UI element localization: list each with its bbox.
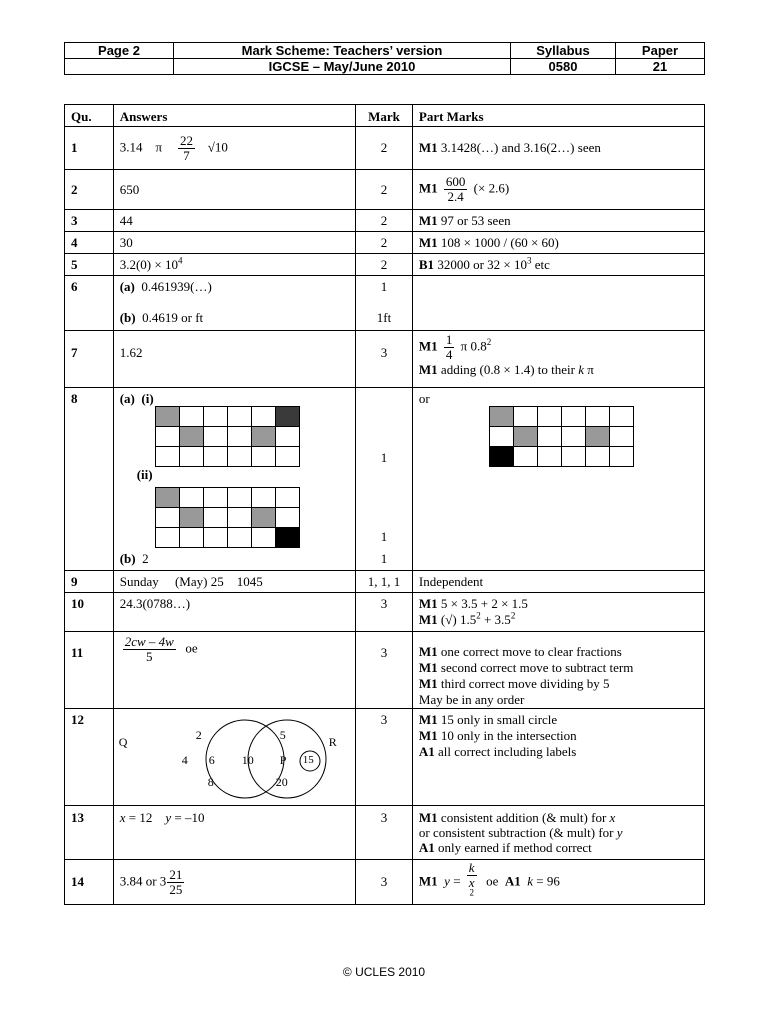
question-number: 4 xyxy=(65,232,114,254)
grid-cell-shaded xyxy=(251,426,276,447)
part-text: third correct move dividing by 5 xyxy=(440,676,610,691)
table-row xyxy=(65,210,705,232)
answer xyxy=(113,276,355,331)
part-label: (a) xyxy=(119,391,135,406)
grid-cell xyxy=(203,406,228,427)
table-header-row xyxy=(65,105,705,127)
denominator: 25 xyxy=(169,881,183,897)
exponent: 2 xyxy=(486,337,492,348)
part-label: (b) xyxy=(119,310,136,325)
answer xyxy=(113,127,355,170)
denominator: 5 xyxy=(146,649,153,664)
part-text: 15 only in small circle xyxy=(440,712,558,727)
table-row xyxy=(65,860,705,905)
answer: 30 xyxy=(113,232,355,254)
answer xyxy=(113,571,355,593)
grid-cell xyxy=(155,426,180,447)
question-number: 10 xyxy=(65,593,114,632)
answer xyxy=(113,806,355,860)
part-marks xyxy=(412,593,704,632)
answer: 650 xyxy=(113,170,355,210)
table-row xyxy=(65,232,705,254)
part-label: (ii) xyxy=(136,467,153,482)
mark-code: M1 xyxy=(418,213,438,228)
grid-answer-ii xyxy=(156,488,300,548)
mark-value: 1 xyxy=(380,551,388,566)
part-text: 97 or 53 seen xyxy=(440,213,511,228)
mark-code: M1 xyxy=(418,644,438,659)
part-label: (b) xyxy=(119,551,136,566)
part-marks xyxy=(412,806,704,860)
part-text: = 96 xyxy=(533,872,560,888)
grid-cell-shaded xyxy=(275,527,300,548)
question-number: 12 xyxy=(65,709,114,806)
venn-label-p: P xyxy=(279,753,287,767)
mark-value: 1 xyxy=(380,450,388,465)
question-number: 13 xyxy=(65,806,114,860)
mark-code: B1 xyxy=(418,257,435,272)
fraction xyxy=(167,868,184,897)
grid-cell xyxy=(561,406,586,427)
variable: k xyxy=(527,872,534,888)
part-marks xyxy=(412,709,704,806)
part-text: 32000 or 32 × 10 xyxy=(437,257,527,272)
question-number: 2 xyxy=(65,170,114,210)
answer: 44 xyxy=(113,210,355,232)
grid-cell-shaded xyxy=(275,406,300,427)
answer xyxy=(113,709,355,806)
question-number: 5 xyxy=(65,254,114,276)
part-text: π xyxy=(587,362,594,377)
grid-cell xyxy=(275,507,300,528)
mark: 3 xyxy=(356,331,413,388)
mark-code: A1 xyxy=(504,872,521,888)
part-text: all correct including labels xyxy=(438,744,577,759)
mark-code: M1 xyxy=(418,660,438,675)
question-number: 6 xyxy=(65,276,114,331)
grid-answer-i xyxy=(156,407,300,467)
grid-cell xyxy=(179,406,204,427)
numerator: 600 xyxy=(445,174,466,189)
part-marks xyxy=(412,276,704,331)
fraction xyxy=(444,175,468,204)
grid-cell xyxy=(179,527,204,548)
exponent: 2 xyxy=(476,610,481,621)
part-text: oe xyxy=(486,872,499,888)
grid-cell-shaded xyxy=(179,426,204,447)
paper-number: 21 xyxy=(616,59,705,75)
answer xyxy=(113,254,355,276)
part-marks xyxy=(412,232,704,254)
mark-code: M1 xyxy=(418,362,438,377)
col-mark: Mark xyxy=(356,105,413,127)
mark-code: A1 xyxy=(418,744,435,759)
table-row xyxy=(65,806,705,860)
venn-value: 4 xyxy=(181,753,188,767)
mark: 2 xyxy=(356,254,413,276)
denominator: 4 xyxy=(445,347,453,362)
grid-cell xyxy=(227,527,252,548)
answer-value: 3.2(0) × 10 xyxy=(119,257,178,272)
answer-value: = –10 xyxy=(171,810,205,825)
col-qu: Qu. xyxy=(65,105,114,127)
mark: 3 xyxy=(356,806,413,860)
grid-cell xyxy=(489,426,514,447)
table-row xyxy=(65,388,705,571)
question-number: 14 xyxy=(65,860,114,905)
grid-cell xyxy=(513,446,538,467)
part-text: = xyxy=(449,872,461,888)
part-text: consistent addition (& mult) for xyxy=(440,810,607,825)
mark: 1, 1, 1 xyxy=(356,571,413,593)
answer-value: 0.4619 or ft xyxy=(142,310,204,325)
numerator: k xyxy=(468,859,475,875)
table-row xyxy=(65,254,705,276)
mark-code: M1 xyxy=(418,612,438,627)
answer: 24.3(0788…) xyxy=(113,593,355,632)
answer xyxy=(113,860,355,905)
grid-cell-shaded xyxy=(251,507,276,528)
fraction xyxy=(444,333,455,362)
grid-cell xyxy=(609,426,634,447)
numerator: 2cw – 4w xyxy=(124,634,174,649)
venn-value: 15 xyxy=(302,754,314,766)
part-label: (a) xyxy=(119,279,135,294)
part-label: (i) xyxy=(141,391,154,406)
answer-value: 0.461939(…) xyxy=(141,279,212,294)
grid-cell xyxy=(251,406,276,427)
grid-cell xyxy=(155,527,180,548)
part-text: May be in any order xyxy=(418,692,525,707)
fraction xyxy=(467,861,477,904)
venn-value: 20 xyxy=(275,775,288,789)
grid-cell xyxy=(609,406,634,427)
part-marks xyxy=(412,632,704,709)
grid-cell xyxy=(251,446,276,467)
part-text: 3.1428(…) and 3.16(2…) seen xyxy=(440,140,601,155)
grid-cell xyxy=(275,446,300,467)
part-marks xyxy=(412,331,704,388)
grid-cell-shaded xyxy=(489,406,514,427)
exponent: 2 xyxy=(510,610,516,621)
table-row xyxy=(65,127,705,170)
mark-code: M1 xyxy=(418,676,438,691)
fraction xyxy=(178,134,195,163)
question-number: 11 xyxy=(65,632,114,709)
table-row xyxy=(65,632,705,709)
grid-cell xyxy=(155,507,180,528)
mark: 3 xyxy=(356,632,413,709)
variable: y xyxy=(616,825,623,840)
grid-cell xyxy=(227,426,252,447)
table-row xyxy=(65,593,705,632)
answer-value: √10 xyxy=(207,138,228,154)
grid-cell xyxy=(275,487,300,508)
grid-cell xyxy=(203,487,228,508)
grid-cell-shaded xyxy=(155,487,180,508)
venn-value: 8 xyxy=(207,775,214,789)
mark-code: M1 xyxy=(418,872,438,888)
question-number: 8 xyxy=(65,388,114,571)
mark: 2 xyxy=(356,170,413,210)
grid-cell xyxy=(227,487,252,508)
answer xyxy=(113,632,355,709)
venn-diagram xyxy=(114,709,358,806)
header-blank xyxy=(65,59,174,75)
mark-code: M1 xyxy=(418,338,438,354)
grid-cell xyxy=(227,446,252,467)
numerator: 21 xyxy=(169,866,183,882)
grid-cell xyxy=(203,507,228,528)
table-row xyxy=(65,571,705,593)
answer-value: 3.14 xyxy=(119,138,143,154)
part-text: adding (0.8 × 1.4) to their xyxy=(440,362,575,377)
part-text: or xyxy=(418,391,430,406)
mark: 2 xyxy=(356,232,413,254)
mark-code: M1 xyxy=(418,140,438,155)
mark xyxy=(356,388,413,571)
mark-value: 1ft xyxy=(376,310,392,325)
answer-value: 1045 xyxy=(236,574,263,589)
grid-cell xyxy=(227,406,252,427)
grid-cell xyxy=(251,487,276,508)
question-number: 1 xyxy=(65,127,114,170)
venn-value: 2 xyxy=(195,728,202,742)
answer-value: π xyxy=(155,138,163,154)
numerator: 1 xyxy=(445,332,453,347)
part-marks xyxy=(412,210,704,232)
grid-cell xyxy=(179,487,204,508)
table-row xyxy=(65,170,705,210)
mark: 2 xyxy=(356,210,413,232)
header-table xyxy=(64,42,705,75)
answer xyxy=(113,388,355,571)
syllabus-code: 0580 xyxy=(511,59,616,75)
part-text: only earned if method correct xyxy=(438,840,592,855)
answer-value: Sunday xyxy=(119,574,159,589)
fraction xyxy=(123,635,176,664)
venn-value: 5 xyxy=(279,728,286,742)
mark: 3 xyxy=(356,709,413,806)
mark-code: M1 xyxy=(418,810,438,825)
part-text: 10 only in the intersection xyxy=(440,728,577,743)
grid-cell xyxy=(561,426,586,447)
part-marks xyxy=(412,170,704,210)
venn-label-q: Q xyxy=(118,735,128,749)
grid-cell xyxy=(561,446,586,467)
part-text: π 0.8 xyxy=(460,338,487,354)
part-text: 5 × 3.5 + 2 × 1.5 xyxy=(440,596,528,611)
grid-cell xyxy=(203,426,228,447)
table-row xyxy=(65,709,705,806)
answer-value: (May) 25 xyxy=(174,574,224,589)
paper-label: Paper xyxy=(616,43,705,59)
part-text: (√) 1.5 xyxy=(440,612,477,627)
venn-label-r: R xyxy=(328,735,337,749)
answer-value: = 12 xyxy=(125,810,153,825)
venn-value: 10 xyxy=(241,753,254,767)
page-number: Page 2 xyxy=(65,43,174,59)
part-marks xyxy=(412,860,704,905)
question-number: 3 xyxy=(65,210,114,232)
mark: 3 xyxy=(356,860,413,905)
grid-cell xyxy=(513,406,538,427)
denominator: 2.4 xyxy=(447,189,464,204)
answer: 1.62 xyxy=(113,331,355,388)
exam-session: IGCSE – May/June 2010 xyxy=(174,59,511,75)
mark-scheme-table xyxy=(64,104,705,905)
part-text: etc xyxy=(534,257,550,272)
mark-code: A1 xyxy=(418,840,435,855)
grid-cell xyxy=(227,507,252,528)
grid-cell xyxy=(203,527,228,548)
part-marks: Independent xyxy=(412,571,704,593)
doc-title: Mark Scheme: Teachers’ version xyxy=(174,43,511,59)
mark-code: M1 xyxy=(418,180,438,196)
grid-cell xyxy=(585,406,610,427)
grid-cell xyxy=(179,446,204,467)
denominator-base: x xyxy=(468,874,475,890)
part-text: 108 × 1000 / (60 × 60) xyxy=(440,235,559,250)
part-marks xyxy=(412,254,704,276)
variable: x xyxy=(119,810,126,825)
grid-cell-shaded xyxy=(513,426,538,447)
part-text: (× 2.6) xyxy=(473,180,510,196)
mark-code: M1 xyxy=(418,235,438,250)
venn-value: 6 xyxy=(208,753,215,767)
variable: y xyxy=(444,872,450,888)
col-answers: Answers xyxy=(113,105,355,127)
exponent: 2 xyxy=(469,887,474,898)
part-text: one correct move to clear fractions xyxy=(440,644,622,659)
variable: k xyxy=(578,362,585,377)
answer-value: oe xyxy=(185,640,198,656)
question-number: 9 xyxy=(65,571,114,593)
grid-cell xyxy=(155,446,180,467)
grid-cell-shaded xyxy=(489,446,514,467)
question-number: 7 xyxy=(65,331,114,388)
denominator: 7 xyxy=(183,147,190,163)
exponent: 3 xyxy=(526,255,532,266)
mark-code: M1 xyxy=(418,596,438,611)
mark-code: M1 xyxy=(418,712,438,727)
denominator xyxy=(467,876,477,904)
variable: x xyxy=(609,810,616,825)
answer-value: 3.84 or 3 xyxy=(119,872,167,888)
copyright-footer: © UCLES 2010 xyxy=(342,965,426,979)
part-marks xyxy=(412,388,704,571)
mark: 2 xyxy=(356,127,413,170)
grid-cell xyxy=(537,446,562,467)
numerator: 22 xyxy=(180,132,194,148)
grid-cell xyxy=(275,426,300,447)
grid-alternative xyxy=(490,407,634,467)
part-text: second correct move to subtract term xyxy=(440,660,634,675)
mark-value: 1 xyxy=(380,279,388,294)
grid-cell xyxy=(537,406,562,427)
mark-code: M1 xyxy=(418,728,438,743)
syllabus-label: Syllabus xyxy=(511,43,616,59)
table-row xyxy=(65,331,705,388)
part-text: + 3.5 xyxy=(480,612,511,627)
mark xyxy=(356,276,413,331)
grid-cell xyxy=(203,446,228,467)
grid-cell xyxy=(585,446,610,467)
exponent: 4 xyxy=(177,255,183,266)
grid-cell-shaded xyxy=(179,507,204,528)
col-part-marks: Part Marks xyxy=(412,105,704,127)
variable: y xyxy=(165,810,172,825)
grid-cell xyxy=(609,446,634,467)
part-text: or consistent subtraction (& mult) for xyxy=(418,825,614,840)
answer-value: 2 xyxy=(142,551,149,566)
grid-cell-shaded xyxy=(155,406,180,427)
mark-value: 1 xyxy=(380,529,388,544)
part-marks xyxy=(412,127,704,170)
grid-cell xyxy=(537,426,562,447)
grid-cell xyxy=(251,527,276,548)
mark: 3 xyxy=(356,593,413,632)
table-row xyxy=(65,276,705,331)
grid-cell-shaded xyxy=(585,426,610,447)
